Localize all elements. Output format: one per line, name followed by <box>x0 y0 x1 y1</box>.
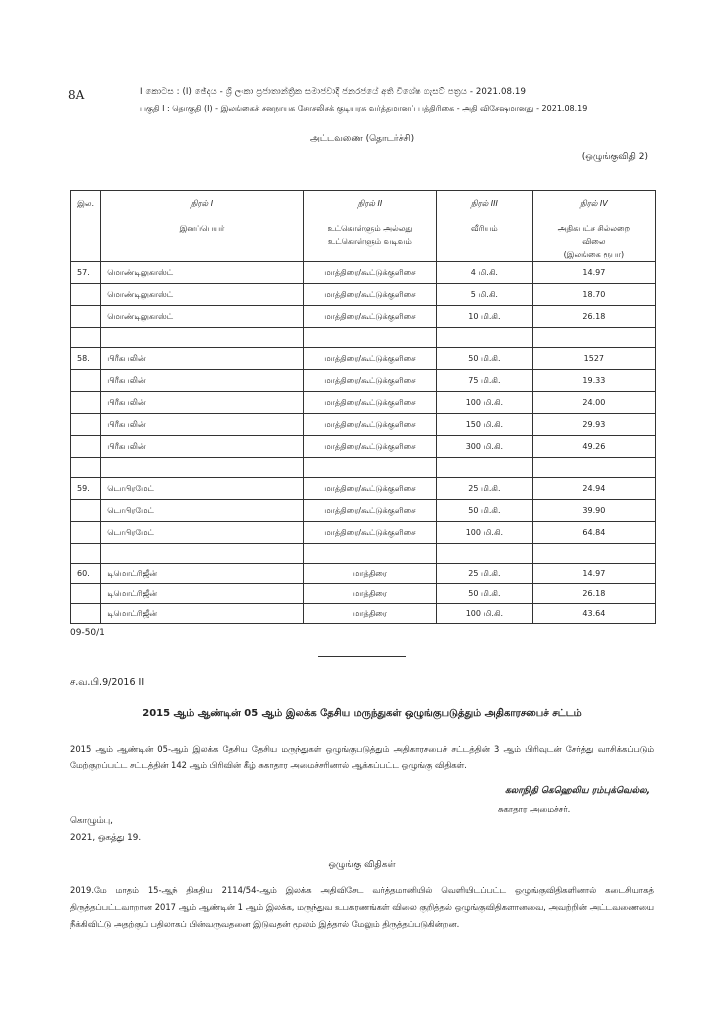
table-row <box>71 564 656 584</box>
cell-form: மாத்திரை <box>303 564 436 584</box>
cell-no: 58. <box>71 348 101 370</box>
cell-name: டிமொட்ரிஜீன் <box>101 564 304 584</box>
col4-title: நிரல் IV <box>579 199 608 208</box>
cell-strength: 50 மி.கி. <box>437 348 533 370</box>
cell-name: மொண்டிலுகாஸ்ட் <box>101 306 304 328</box>
col1-title: நிரல் I <box>190 199 214 208</box>
cell-price: 49.26 <box>532 436 655 458</box>
gazette-header-sinhala: I කොටස : (I) ඡේදය - ශ්‍රී ලංකා ප්‍රජාතාන්ත්‍රික සමාජවාදී ජනරජයේ අති විශේෂ ගැසට් පත්‍රය - 2021.08.19 <box>140 87 527 97</box>
cell-price: 14.97 <box>532 564 655 584</box>
cell-price: 24.94 <box>532 478 655 500</box>
price-schedule-table <box>70 190 656 624</box>
table-row <box>71 500 656 522</box>
col3-title: நிரல் III <box>470 199 498 208</box>
cell-form: மாத்திரை/கூட்டுக்குளிசை <box>303 414 436 436</box>
cell-price: 64.84 <box>532 522 655 544</box>
cell-price: 26.18 <box>532 584 655 604</box>
cell-form: மாத்திரை/கூட்டுக்குளிசை <box>303 262 436 284</box>
regulations-title: ஒழுங்கு விதிகள் <box>328 860 396 870</box>
cell-form: மாத்திரை/கூட்டுக்குளிசை <box>303 392 436 414</box>
table-row-spacer <box>71 328 656 348</box>
cell-name: பிரீகபலின் <box>101 348 304 370</box>
col2-sub1: உட்கொள்ளும் அல்லது <box>327 224 413 233</box>
table-row <box>71 392 656 414</box>
cell-no <box>71 584 101 604</box>
cell-form: மாத்திரை/கூட்டுக்குளிசை <box>303 348 436 370</box>
cell-price: 18.70 <box>532 284 655 306</box>
cell-no <box>71 436 101 458</box>
cell-strength: 50 மி.கி. <box>437 584 533 604</box>
cell-strength: 50 மி.கி. <box>437 500 533 522</box>
cell-no <box>71 414 101 436</box>
cell-name: மொண்டிலுகாஸ்ட் <box>101 284 304 306</box>
table-row <box>71 370 656 392</box>
cell-name: மொண்டிலுகாஸ்ட் <box>101 262 304 284</box>
cell-price: 43.64 <box>532 604 655 624</box>
signatory-title: சுகாதார அமைச்சர். <box>498 804 571 814</box>
cell-price: 39.90 <box>532 500 655 522</box>
table-row <box>71 478 656 500</box>
table-row-spacer <box>71 544 656 564</box>
cell-no: 60. <box>71 564 101 584</box>
cell-no: 57. <box>71 262 101 284</box>
table-header-row <box>71 191 656 262</box>
col4-sub1: அதிகபட்ச சில்லறை <box>557 224 631 233</box>
cell-strength: 10 மி.கி. <box>437 306 533 328</box>
table-row <box>71 262 656 284</box>
table-row <box>71 306 656 328</box>
cell-form: மாத்திரை/கூட்டுக்குளிசை <box>303 284 436 306</box>
cell-form: மாத்திரை <box>303 584 436 604</box>
gazette-header-tamil: பகுதி I : தொகுதி (I) - இலங்கைச் சனநாயக சோசலிசக் குடியரசு வர்த்தமானப் பத்திரிகை - அதி விசேஷமானது - 2021.08.19 <box>140 104 588 113</box>
cell-no <box>71 284 101 306</box>
cell-price: 24.00 <box>532 392 655 414</box>
header-no <box>71 191 101 262</box>
col4-sub2: விலை <box>582 237 606 246</box>
regulations-paragraph: 2019.மே மாதம் 15-ஆந் திகதிய 2114/54-ஆம் இலக்க அதிவிசேட வர்த்தமானியில் வெளியிடப்பட்ட ஒழுங்குவிதிகளினால் கடைசியாகத் திருத்தப்பட்டவாறான 2017 ஆம் ஆண்டின் 1 ஆம் இலக்க, மருந்துவ உபகரணங்கள் விலை குறித்தல் ஒழுங்குவிதிகளானவை, அவற்றின் அட்டவணையை நீக்கிவிட்டு அதற்குப் பதிலாகப் பின்வருவதனை இடுவதன் மூலம் இத்தால் மேலும் திருத்தப்படுகின்றன. <box>70 885 654 929</box>
cell-strength: 100 மி.கி. <box>437 522 533 544</box>
file-reference: 09-50/1 <box>70 628 105 638</box>
cell-name: டொபிரமேட் <box>101 522 304 544</box>
cell-no <box>71 604 101 624</box>
cell-name: பிரீகபலின் <box>101 436 304 458</box>
header-col2 <box>303 191 436 262</box>
cell-price: 19.33 <box>532 370 655 392</box>
col3-sub: வீரியம் <box>471 224 498 233</box>
cell-name: டிமொட்ரிஜீன் <box>101 604 304 624</box>
table-row-spacer <box>71 458 656 478</box>
table-row <box>71 522 656 544</box>
cell-form: மாத்திரை/கூட்டுக்குளிசை <box>303 436 436 458</box>
cell-no <box>71 392 101 414</box>
table-row <box>71 284 656 306</box>
table-row <box>71 584 656 604</box>
cell-form: மாத்திரை/கூட்டுக்குளிசை <box>303 522 436 544</box>
header-no-label: இல. <box>77 199 95 208</box>
cell-form: மாத்திரை <box>303 604 436 624</box>
table-row <box>71 348 656 370</box>
regulation-note: (ஒழுங்குவிதி 2) <box>581 152 648 162</box>
cell-form: மாத்திரை/கூட்டுக்குளிசை <box>303 500 436 522</box>
cell-price: 29.93 <box>532 414 655 436</box>
cell-form: மாத்திரை/கூட்டுக்குளிசை <box>303 306 436 328</box>
cell-price: 26.18 <box>532 306 655 328</box>
table-row <box>71 604 656 624</box>
table-row <box>71 436 656 458</box>
col2-title: நிரல் II <box>357 199 383 208</box>
col4-sub3: (இலங்கை ரூபா) <box>563 250 625 259</box>
cell-strength: 25 மி.கி. <box>437 564 533 584</box>
cell-no: 59. <box>71 478 101 500</box>
cell-name: டிமொட்ரிஜீன் <box>101 584 304 604</box>
cell-strength: 75 மி.கி. <box>437 370 533 392</box>
schedule-title: அட்டவணை (தொடர்ச்சி) <box>309 134 415 144</box>
date: 2021, ஒகத்து 19. <box>70 833 142 843</box>
place: கொழும்பு, <box>70 816 113 826</box>
cell-name: பிரீகபலின் <box>101 392 304 414</box>
cell-strength: 150 மி.கி. <box>437 414 533 436</box>
cell-price: 14.97 <box>532 262 655 284</box>
header-col1 <box>101 191 304 262</box>
cell-strength: 4 மி.கி. <box>437 262 533 284</box>
cell-form: மாத்திரை/கூட்டுக்குளிசை <box>303 478 436 500</box>
table-row <box>71 414 656 436</box>
cell-no <box>71 370 101 392</box>
header-col4 <box>532 191 655 262</box>
cell-no <box>71 306 101 328</box>
preamble-paragraph: 2015 ஆம் ஆண்டின் 05-ஆம் இலக்க தேசிய தேசிய மருந்துகள் ஒழுங்குபடுத்தும் அதிகாரசபைச் சட்டத்தின் 3 ஆம் பிரிவுடன் சேர்த்து வாசிக்கப்படும் மேற்குறப்பட்ட சட்டத்தின் 142 ஆம் பிரிவின் கீழ் சுகாதார அமைச்சரினால் ஆக்கப்பட்ட ஒழுங்கு விதிகள். <box>70 744 654 770</box>
cell-no <box>71 500 101 522</box>
cell-no <box>71 522 101 544</box>
cell-name: பிரீகபலின் <box>101 370 304 392</box>
signatory-name: கலாநிதி கெஹெலிய ரம்புக்வெல்ல, <box>504 786 650 796</box>
cell-strength: 100 மி.கி. <box>437 392 533 414</box>
cell-name: டொபிரமேட் <box>101 500 304 522</box>
act-title: 2015 ஆம் ஆண்டின் 05 ஆம் இலக்க தேசிய மருந்துகள் ஒழுங்குபடுத்தும் அதிகாரசபைச் சட்டம் <box>142 708 582 719</box>
header-col3 <box>437 191 533 262</box>
section-divider <box>318 656 406 657</box>
cell-price: 1527 <box>532 348 655 370</box>
page-number: 8A <box>68 88 85 102</box>
cell-strength: 100 மி.கி. <box>437 604 533 624</box>
cell-strength: 25 மி.கி. <box>437 478 533 500</box>
cell-strength: 5 மி.கி. <box>437 284 533 306</box>
col1-sub: இனப்பெயர் <box>179 224 225 233</box>
col2-sub2: உட்கொள்ளும் வடிவம் <box>328 237 412 246</box>
cell-form: மாத்திரை/கூட்டுக்குளிசை <box>303 370 436 392</box>
cell-name: பிரீகபலின் <box>101 414 304 436</box>
cell-strength: 300 மி.கி. <box>437 436 533 458</box>
document-reference: ச.வ.பி.9/2016 II <box>70 677 145 688</box>
cell-name: டொபிரமேட் <box>101 478 304 500</box>
